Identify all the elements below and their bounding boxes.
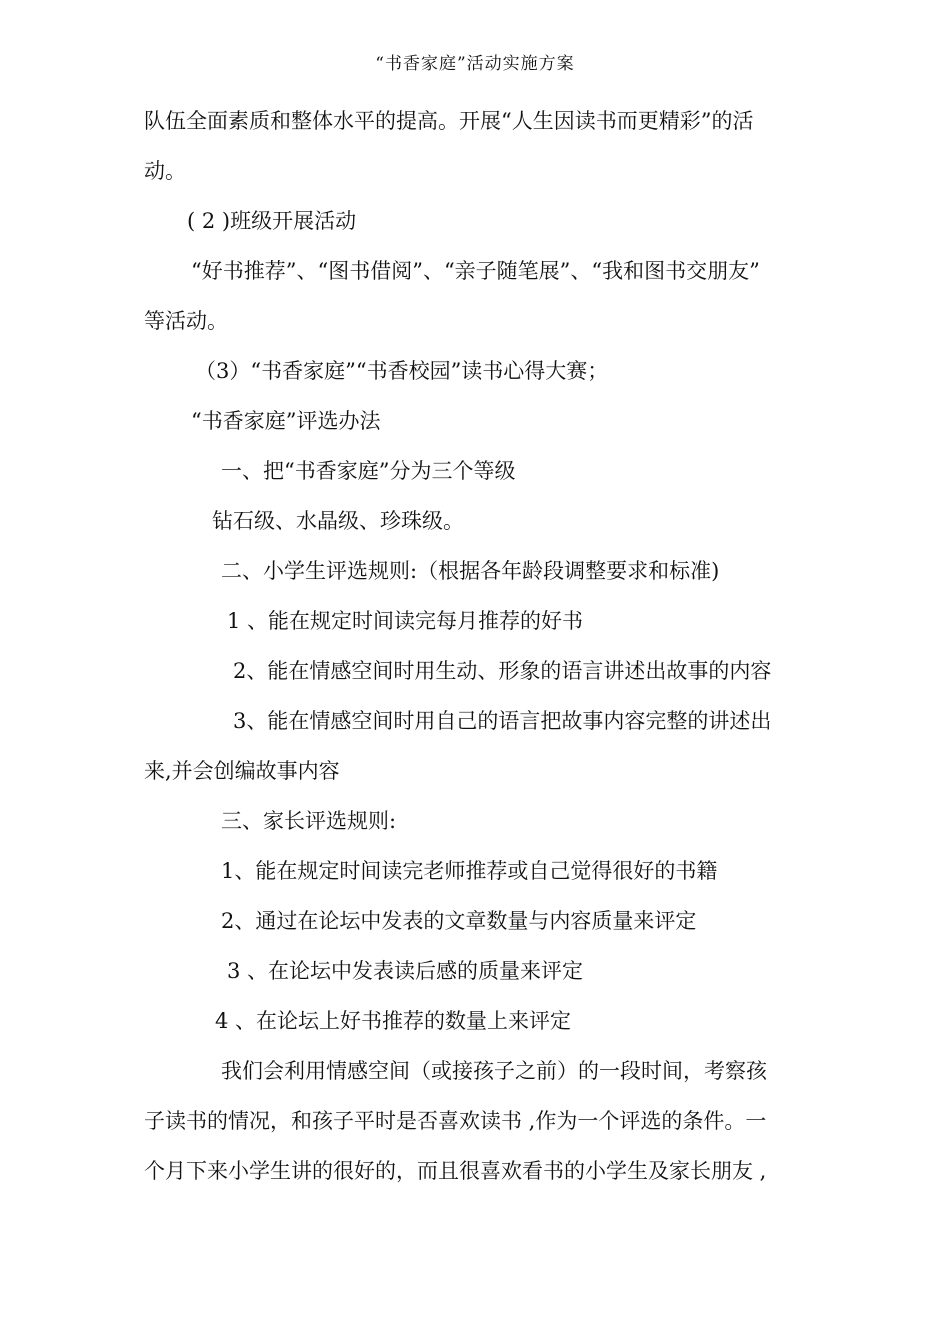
list-heading-parent-rules: 三、家长评选规则: bbox=[221, 809, 397, 833]
body-line-2: 动。 bbox=[144, 159, 186, 183]
student-rule-1: 1 、能在规定时间读完每月推荐的好书 bbox=[227, 609, 584, 633]
section-heading-selection-method: “书香家庭”评选办法 bbox=[191, 409, 381, 433]
body-paragraph-line-1: 我们会利用情感空间（或接孩子之前）的一段时间，考察孩 bbox=[221, 1059, 767, 1083]
page-header-title: “书香家庭”活动实施方案 bbox=[375, 54, 575, 74]
list-heading-levels: 一、把“书香家庭”分为三个等级 bbox=[221, 459, 516, 483]
parent-rule-4: 4 、在论坛上好书推荐的数量上来评定 bbox=[215, 1009, 572, 1033]
list-heading-student-rules: 二、小学生评选规则:（根据各年龄段调整要求和标准) bbox=[221, 559, 720, 583]
section-heading-class-activities: ( 2 )班级开展活动 bbox=[187, 209, 357, 233]
body-line-6: （3）“书香家庭”“书香校园”读书心得大赛； bbox=[195, 359, 609, 383]
student-rule-3-continued: 来,并会创编故事内容 bbox=[144, 759, 340, 783]
body-paragraph-line-3: 个月下来小学生讲的很好的，而且很喜欢看书的小学生及家长朋友 , bbox=[144, 1159, 767, 1183]
student-rule-3: 3、能在情感空间时用自己的语言把故事内容完整的讲述出 bbox=[233, 709, 772, 733]
parent-rule-2: 2、通过在论坛中发表的文章数量与内容质量来评定 bbox=[221, 909, 697, 933]
body-line-4: “好书推荐”、“图书借阅”、“亲子随笔展”、“我和图书交朋友” bbox=[191, 259, 760, 283]
levels-list: 钻石级、水晶级、珍珠级。 bbox=[212, 509, 464, 533]
parent-rule-1: 1、能在规定时间读完老师推荐或自己觉得很好的书籍 bbox=[221, 859, 718, 883]
student-rule-2: 2、能在情感空间时用生动、形象的语言讲述出故事的内容 bbox=[233, 659, 772, 683]
body-paragraph-line-2: 子读书的情况，和孩子平时是否喜欢读书 ,作为一个评选的条件。一 bbox=[144, 1109, 767, 1133]
body-line-1: 队伍全面素质和整体水平的提高。开展“人生因读书而更精彩”的活 bbox=[144, 109, 754, 133]
body-line-5: 等活动。 bbox=[144, 309, 228, 333]
parent-rule-3: 3 、在论坛中发表读后感的质量来评定 bbox=[227, 959, 584, 983]
